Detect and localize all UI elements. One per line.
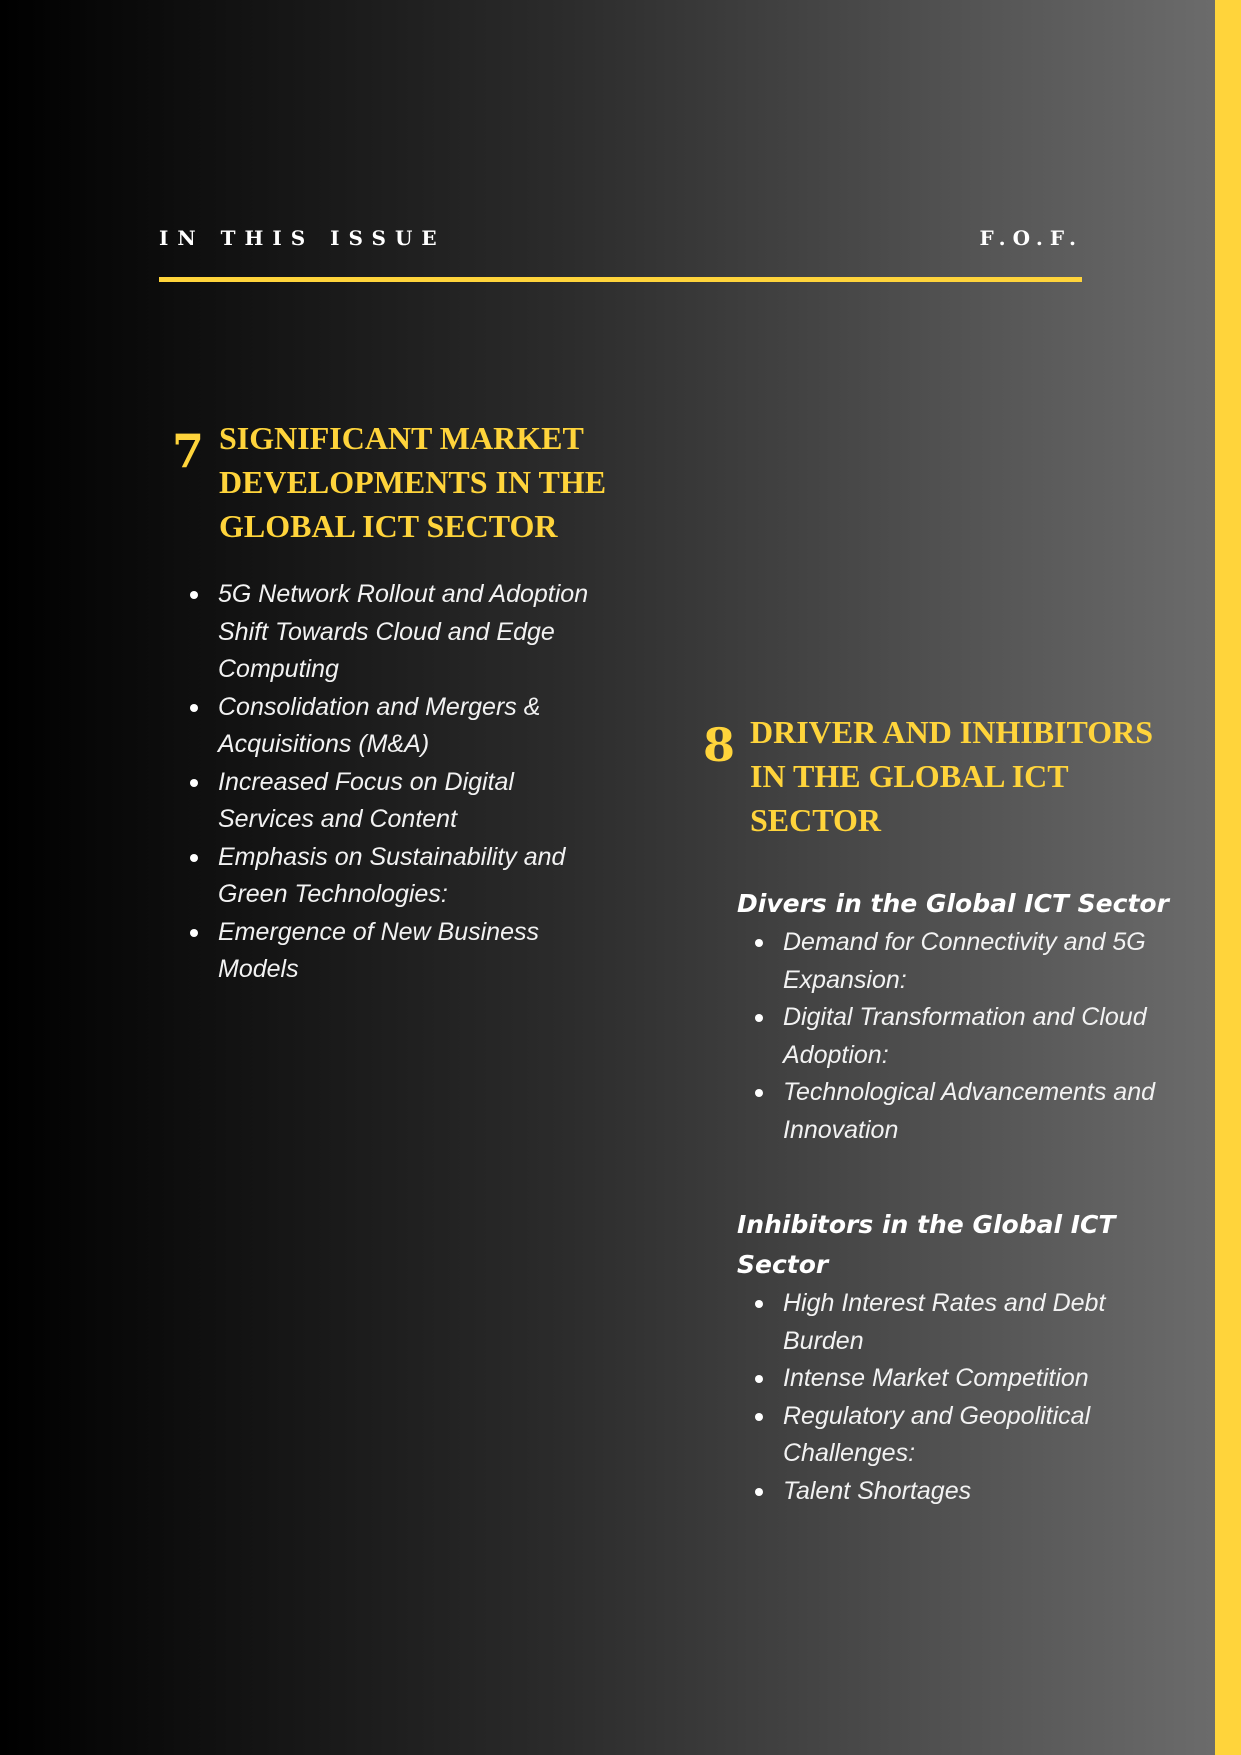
section-7-title: SIGNIFICANT MARKET DEVELOPMENTS IN THE GLOBAL ICT SECTOR bbox=[219, 420, 607, 544]
section-7-number: 7 bbox=[172, 424, 205, 478]
list-item: Demand for Connectivity and 5G Expansion: bbox=[737, 924, 1177, 999]
inhibitors-list bbox=[737, 1285, 1177, 1510]
list-item: Regulatory and Geopolitical Challenges: bbox=[737, 1398, 1177, 1473]
accent-bar bbox=[1215, 0, 1241, 1755]
header-in-this-issue: IN THIS ISSUE bbox=[159, 226, 446, 250]
section-8-number: 8 bbox=[703, 718, 736, 772]
list-item: Technological Advancements and Innovation bbox=[737, 1074, 1177, 1149]
list-item: Consolidation and Mergers & Acquisitions (M&A) bbox=[172, 689, 592, 764]
inhibitors-heading: Inhibitors in the Global ICT Sector bbox=[737, 1210, 1116, 1279]
section-8 bbox=[703, 710, 1183, 1510]
section-7-heading bbox=[172, 416, 632, 548]
list-item: Talent Shortages bbox=[737, 1473, 1177, 1511]
list-item: 5G Network Rollout and Adoption Shift Towards Cloud and Edge Computing bbox=[172, 576, 592, 689]
list-item: Increased Focus on Digital Services and Content bbox=[172, 764, 592, 839]
section-7 bbox=[172, 416, 632, 989]
section-7-list bbox=[172, 576, 592, 989]
header-divider bbox=[159, 277, 1082, 282]
list-item: Emergence of New Business Models bbox=[172, 914, 592, 989]
header-publication-initials: F.O.F. bbox=[979, 226, 1083, 250]
drivers-list bbox=[737, 924, 1177, 1149]
list-item: Intense Market Competition bbox=[737, 1360, 1177, 1398]
list-item: Digital Transformation and Cloud Adoption: bbox=[737, 999, 1177, 1074]
drivers-heading: Divers in the Global ICT Sector bbox=[737, 889, 1169, 918]
section-8-title: DRIVER AND INHIBITORS IN THE GLOBAL ICT SECTOR bbox=[750, 714, 1154, 838]
list-item: High Interest Rates and Debt Burden bbox=[737, 1285, 1177, 1360]
section-8-heading bbox=[703, 710, 1183, 842]
list-item: Emphasis on Sustainability and Green Technologies: bbox=[172, 839, 592, 914]
